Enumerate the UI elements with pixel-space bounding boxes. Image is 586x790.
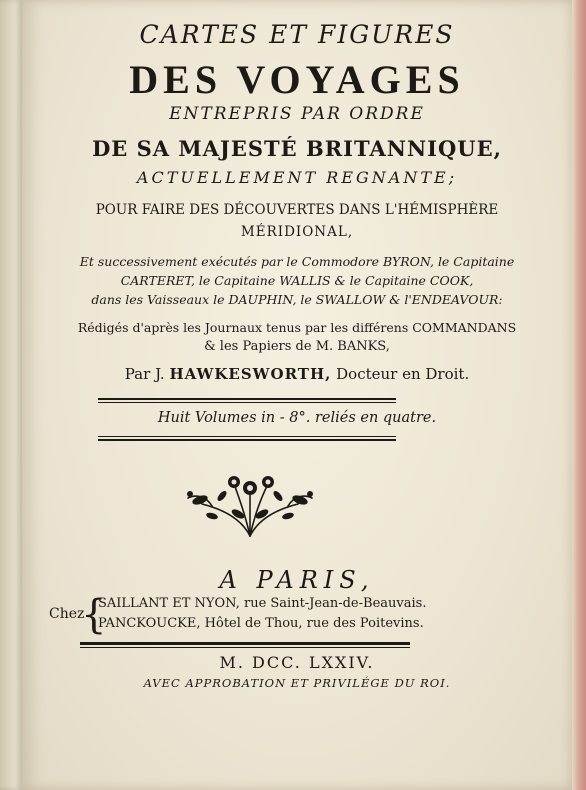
- journals-line: Rédigés d'après les Journaux tenus par les différens COMMANDANS: [77, 320, 517, 335]
- rule-top-thick: [98, 398, 396, 400]
- date-line: M. DCC. LXXIV.: [219, 653, 375, 672]
- title-line-5: ACTUELLEMENT REGNANTE;: [136, 168, 458, 187]
- author-suffix: Docteur en Droit.: [336, 365, 470, 383]
- rule-bottom-thick: [98, 439, 396, 441]
- brace-icon: {: [81, 592, 107, 638]
- publisher-block: [22, 592, 572, 638]
- title-line-1: CARTES ET FIGURES: [139, 20, 455, 49]
- author-name: HAWKESWORTH,: [169, 365, 332, 383]
- subtitle-line-2: MÉRIDIONAL,: [240, 224, 354, 240]
- papers-line: & les Papiers de M. BANKS,: [204, 339, 390, 354]
- title-line-4: DE SA MAJESTÉ BRITANNIQUE,: [92, 136, 502, 161]
- volumes-line: Huit Volumes in - 8°. reliés en quatre.: [157, 410, 437, 426]
- rule-bottom-thin: [98, 436, 396, 437]
- publisher-2: PANCKOUCKE, Hôtel de Thou, rue des Poitevins.: [98, 616, 424, 631]
- chez-label: Chez: [49, 606, 85, 622]
- rule-date-thick: [80, 642, 410, 645]
- rule-date-thin: [80, 647, 410, 648]
- publisher-1: SAILLANT ET NYON, rue Saint-Jean-de-Beauvais.: [98, 596, 427, 611]
- privilege-line: AVEC APPROBATION ET PRIVILÉGE DU ROI.: [143, 676, 451, 690]
- page-edge: [572, 0, 586, 790]
- floral-vignette-icon: [182, 470, 318, 542]
- rule-top-thin: [98, 402, 396, 403]
- title-line-3: ENTREPRIS PAR ORDRE: [169, 104, 425, 124]
- voyagers-line-2: CARTERET, le Capitaine WALLIS & le Capitaine COOK,: [120, 273, 474, 288]
- title-line-2: DES VOYAGES: [129, 57, 465, 102]
- book-binding: [0, 0, 24, 790]
- city-line: A PARIS,: [219, 566, 375, 594]
- title-page: [22, 0, 572, 790]
- author-line: [22, 365, 572, 383]
- author-prefix: Par J.: [124, 365, 165, 383]
- subtitle-line-1: POUR FAIRE DES DÉCOUVERTES DANS L'HÉMISPHÈRE: [95, 202, 499, 218]
- voyagers-line-1: Et successivement exécutés par le Commodore BYRON, le Capitaine: [79, 254, 515, 269]
- ships-line: dans les Vaisseaux le DAUPHIN, le SWALLOW & l'ENDEAVOUR:: [91, 292, 503, 307]
